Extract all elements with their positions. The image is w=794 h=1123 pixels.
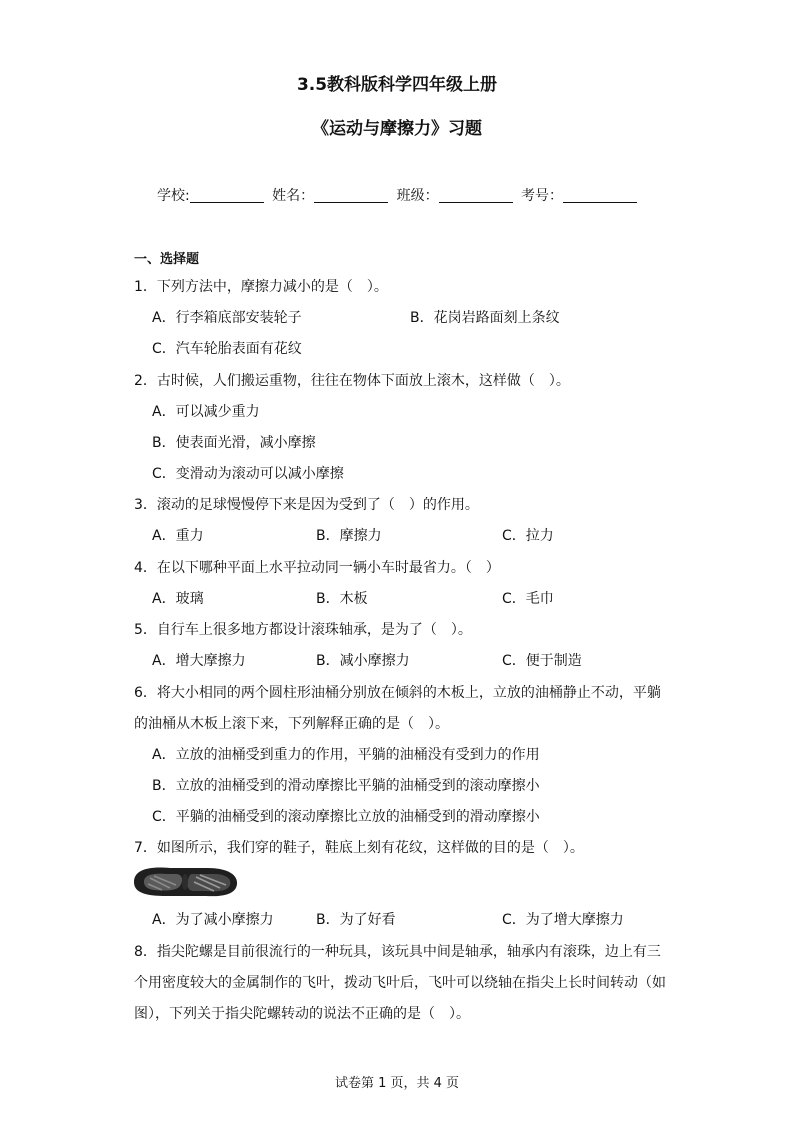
- name-blank[interactable]: [314, 202, 388, 203]
- question-6-stem-line-1: 6．将大小相同的两个圆柱形油桶分别放在倾斜的木板上，立放的油桶静止不动，平躺: [134, 685, 661, 701]
- question-3-option-a[interactable]: A．重力: [152, 528, 204, 544]
- question-3-option-c[interactable]: C．拉力: [502, 528, 554, 544]
- question-8-stem-line-2: 个用密度较大的金属制作的飞叶，拨动飞叶后，飞叶可以绕轴在指尖上长时间转动（如: [134, 975, 666, 991]
- exam-number-blank[interactable]: [563, 202, 637, 203]
- school-label: 学校:: [156, 188, 190, 204]
- question-2-option-a[interactable]: A．可以减少重力: [152, 404, 260, 420]
- school-blank[interactable]: [190, 202, 264, 203]
- question-4-stem: 4．在以下哪种平面上水平拉动同一辆小车时最省力。（ ）: [134, 560, 500, 576]
- question-3-stem: 3．滚动的足球慢慢停下来是因为受到了（ ）的作用。: [134, 497, 479, 513]
- question-4-option-a[interactable]: A．玻璃: [152, 591, 204, 607]
- shoe-sole-image: [130, 860, 240, 900]
- class-blank[interactable]: [439, 202, 513, 203]
- exam-number-label: 考号：: [521, 188, 564, 204]
- question-1-option-b[interactable]: B．花岗岩路面刻上条纹: [410, 310, 560, 326]
- name-label: 姓名：: [272, 188, 315, 204]
- question-8-stem-line-1: 8．指尖陀螺是目前很流行的一种玩具，该玩具中间是轴承，轴承内有滚珠，边上有三: [134, 944, 661, 960]
- student-info-row: [0, 185, 794, 205]
- question-1-stem: 1．下列方法中，摩擦力减小的是（ ）。: [134, 279, 388, 295]
- page-title: 3.5教科版科学四年级上册: [296, 75, 498, 95]
- page-subtitle: 《运动与摩擦力》习题: [312, 119, 482, 139]
- question-2-option-c[interactable]: C．变滑动为滚动可以减小摩擦: [152, 466, 344, 482]
- question-5-option-b[interactable]: B．减小摩擦力: [316, 653, 410, 669]
- question-7-option-a[interactable]: A．为了减小摩擦力: [152, 912, 274, 928]
- question-2-stem: 2．古时候，人们搬运重物，往往在物体下面放上滚木，这样做（ ）。: [134, 373, 570, 389]
- question-4-option-b[interactable]: B．木板: [316, 591, 368, 607]
- question-2-option-b[interactable]: B．使表面光滑，减小摩擦: [152, 435, 316, 451]
- question-1-option-c[interactable]: C．汽车轮胎表面有花纹: [152, 341, 302, 357]
- section-heading: 一、选择题: [134, 252, 200, 267]
- question-6-stem-line-2: 的油桶从木板上滚下来，下列解释正确的是（ ）。: [134, 716, 449, 732]
- question-5-option-a[interactable]: A．增大摩擦力: [152, 653, 246, 669]
- question-7-option-b[interactable]: B．为了好看: [316, 912, 396, 928]
- question-5-stem: 5．自行车上很多地方都设计滚珠轴承，是为了（ ）。: [134, 622, 472, 638]
- question-3-option-b[interactable]: B．摩擦力: [316, 528, 382, 544]
- question-4-option-c[interactable]: C．毛巾: [502, 591, 554, 607]
- question-8-stem-line-3: 图），下列关于指尖陀螺转动的说法不正确的是（ ）。: [134, 1006, 470, 1022]
- question-5-option-c[interactable]: C．便于制造: [502, 653, 582, 669]
- question-6-option-a[interactable]: A．立放的油桶受到重力的作用，平躺的油桶没有受到力的作用: [152, 747, 540, 763]
- question-6-option-b[interactable]: B．立放的油桶受到的滑动摩擦比平躺的油桶受到的滚动摩擦小: [152, 778, 540, 794]
- question-1-option-a[interactable]: A．行李箱底部安装轮子: [152, 310, 302, 326]
- question-7-option-c[interactable]: C．为了增大摩擦力: [502, 912, 624, 928]
- page-footer: 试卷第 1 页，共 4 页: [334, 1076, 460, 1091]
- class-label: 班级：: [396, 188, 439, 204]
- question-6-option-c[interactable]: C．平躺的油桶受到的滚动摩擦比立放的油桶受到的滑动摩擦小: [152, 809, 540, 825]
- question-7-stem: 7．如图所示，我们穿的鞋子，鞋底上刻有花纹，这样做的目的是（ ）。: [134, 840, 584, 856]
